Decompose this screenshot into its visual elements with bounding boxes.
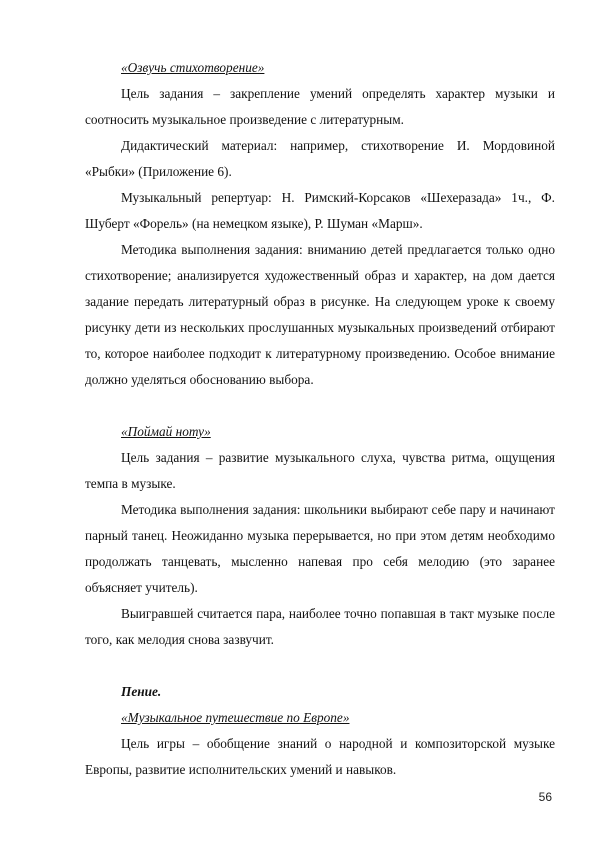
spacer: [85, 393, 555, 419]
paragraph-winner: Выигравшей считается пара, наиболее точно попавшая в такт музыке после того, как мелодия снова зазвучит.: [85, 606, 555, 647]
section-heading-singing: Пение.: [121, 684, 162, 699]
paragraph-game-goal: Цель игры – обобщение знаний о народной и композиторской музыке Европы, развитие исполнительских умений и навыков.: [85, 736, 555, 777]
page-content: [85, 55, 555, 783]
paragraph-repertoire: Музыкальный репертуар: Н. Римский-Корсаков «Шехеразада» 1ч., Ф. Шуберт «Форель» (на немецком языке), Р. Шуман «Марш».: [85, 190, 555, 231]
section-title-voice-poem: «Озвучь стихотворение»: [121, 60, 265, 75]
paragraph-goal: Цель задания – закрепление умений определять характер музыки и соотносить музыкальное произведение с литературным.: [85, 86, 555, 127]
paragraph-method: Методика выполнения задания: вниманию детей предлагается только одно стихотворение; анализируется художественный образ и характер, на дом дается задание передать литературный образ в рисунке. На следующем уроке к своему рисунку дети из нескольких прослушанных музыкальных произведений отбирают то, которое наиболее подходит к литературному произведению. Особое внимание должно уделяться обоснованию выбора.: [85, 242, 555, 387]
spacer: [85, 653, 555, 679]
paragraph-method: Методика выполнения задания: школьники выбирают себе пару и начинают парный танец. Неожиданно музыка перерывается, но при этом детям необходимо продолжать танцевать, мысленно напевая про себя мелодию (это заранее объясняет учитель).: [85, 502, 555, 595]
paragraph-goal: Цель задания – развитие музыкального слуха, чувства ритма, ощущения темпа в музыке.: [85, 450, 555, 491]
paragraph-didactic-material: Дидактический материал: например, стихотворение И. Мордовиной «Рыбки» (Приложение 6).: [85, 138, 555, 179]
page-number: 56: [538, 790, 552, 804]
section-title-catch-note: «Поймай ноту»: [121, 424, 211, 439]
section-title-musical-journey: «Музыкальное путешествие по Европе»: [121, 710, 350, 725]
